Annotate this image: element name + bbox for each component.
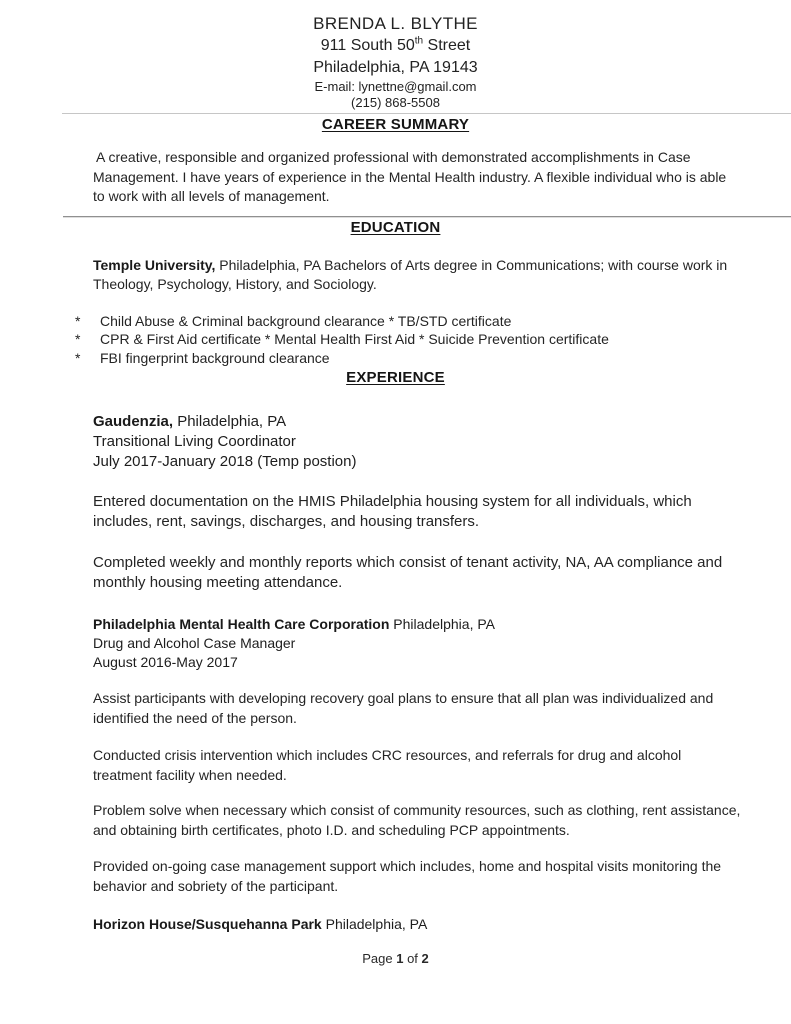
certifications-list [75, 312, 741, 368]
job-header-horizon-house [93, 915, 741, 934]
job-title: Drug and Alcohol Case Manager [93, 635, 296, 651]
certification-text: Child Abuse & Criminal background clearance * TB/STD certificate [100, 312, 512, 329]
page-total: 2 [421, 951, 429, 966]
degree-details: Philadelphia, PA Bachelors of Arts degree in Communications; with course work in Theology, Psychology, History, and Sociology. [93, 256, 728, 292]
education-entry [93, 256, 741, 295]
employer-location-line [93, 915, 741, 934]
header-divider [62, 113, 791, 114]
page-number-footer [0, 950, 791, 967]
email-line: E-mail: lynettne@gmail.com [314, 79, 477, 94]
street-number: 911 South 50 [320, 37, 415, 54]
experience-heading: EXPERIENCE [346, 369, 445, 386]
job-duty-paragraph: Conducted crisis intervention which includes CRC resources, and referrals for drug and alcohol treatment facility when needed. [93, 747, 682, 783]
education-heading: EDUCATION [350, 218, 441, 236]
bullet-marker: * [75, 312, 81, 329]
job-dates: August 2016-May 2017 [93, 654, 238, 670]
career-summary-heading: CAREER SUMMARY [321, 116, 470, 133]
city-state-zip: Philadelphia, PA 19143 [313, 59, 478, 76]
employer-location: Philadelphia, PA [173, 413, 287, 430]
page-number: 1 [396, 951, 404, 966]
employer-location-line [93, 615, 741, 634]
certification-text: CPR & First Aid certificate * Mental Health First Aid * Suicide Prevention certificate [100, 331, 609, 347]
employer-name: Philadelphia Mental Health Care Corporation [93, 616, 390, 632]
ordinal-suffix: th [414, 35, 424, 47]
street-address [0, 35, 791, 57]
certification-text: FBI fingerprint background clearance [100, 349, 330, 366]
job-dates: July 2017-January 2018 (Temp postion) [93, 453, 357, 470]
employer-location: Philadelphia, PA [389, 616, 495, 632]
contact-header [0, 12, 791, 111]
bullet-marker: * [75, 349, 81, 366]
summary-divider [63, 216, 791, 217]
list-item [75, 312, 741, 331]
phone-line: (215) 868-5508 [351, 95, 440, 110]
job-header-gaudenzia [93, 412, 741, 472]
job-duty-paragraph: Provided on-going case management support which includes, home and hospital visits monitoring the behavior and sobriety of the participant. [93, 858, 722, 894]
job-duty-paragraph: Problem solve when necessary which consist of community resources, such as clothing, rent assistance, and obtaining birth certificates, photo I.D. and scheduling PCP appointments. [93, 802, 741, 838]
list-item [75, 330, 741, 349]
school-name: Temple University, [93, 256, 216, 273]
person-name: BRENDA L. BLYTHE [313, 14, 478, 33]
employer-name: Gaudenzia, [93, 413, 174, 430]
bullet-marker: * [75, 331, 81, 347]
job-duty-paragraph: Completed weekly and monthly reports which consist of tenant activity, NA, AA compliance and monthly housing meeting attendance. [93, 554, 723, 591]
list-item [75, 349, 741, 368]
street-name: Street [423, 37, 471, 54]
job-duty-paragraph: Assist participants with developing recovery goal plans to ensure that all plan was individualized and identified the need of the person. [93, 690, 714, 726]
employer-location: Philadelphia, PA [321, 916, 428, 932]
job-duty-paragraph: Entered documentation on the HMIS Philadelphia housing system for all individuals, which includes, rent, savings, discharges, and housing transfers. [93, 493, 692, 530]
career-summary-text: A creative, responsible and organized professional with demonstrated accomplishments in Case Management. I have years of experience in the Mental Health industry. A flexible individual who is able to work with all levels of management. [93, 149, 727, 204]
page-word: Page [362, 951, 393, 966]
employer-name: Horizon House/Susquehanna Park [93, 916, 322, 932]
of-word: of [407, 951, 418, 966]
job-title: Transitional Living Coordinator [93, 433, 296, 450]
employer-location-line [93, 412, 741, 432]
job-header-pmhcc [93, 615, 741, 672]
